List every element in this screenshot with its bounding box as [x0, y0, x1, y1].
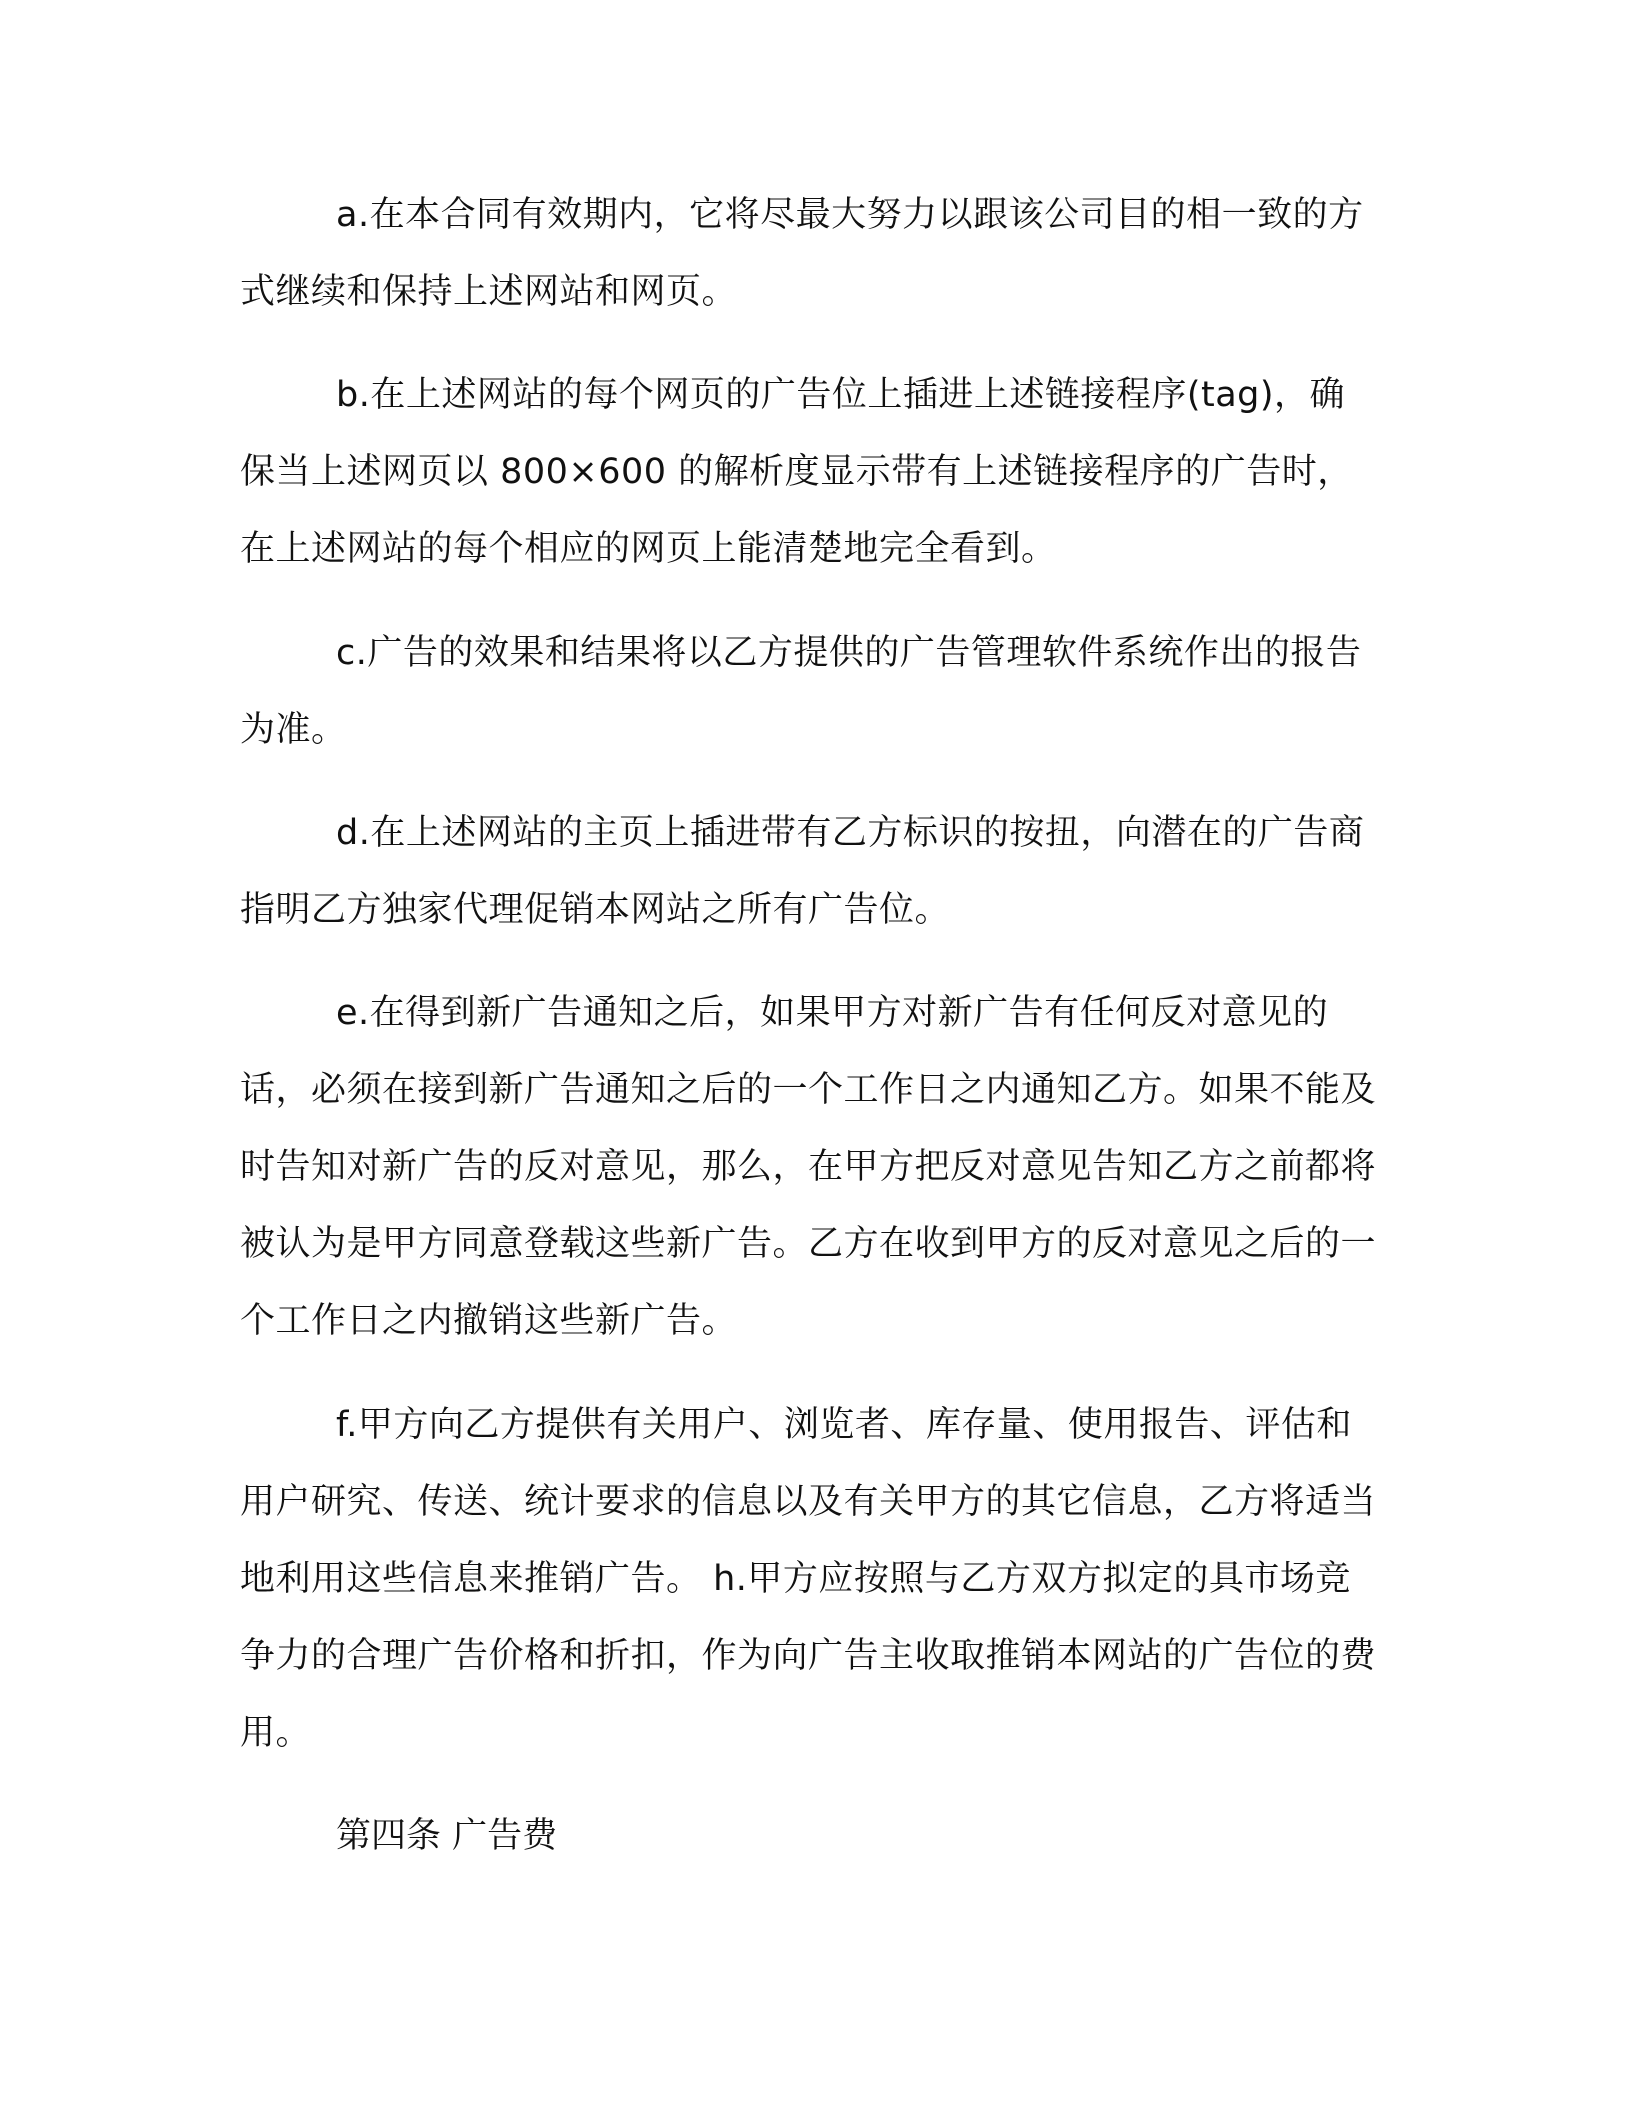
- clause-d-text: d.在上述网站的主页上插进带有乙方标识的按扭，向潜在的广告商指明乙方独家代理促销本网站之所有广告位。: [240, 813, 1365, 930]
- clause-f-h: [240, 1387, 1380, 1772]
- clause-a: [240, 177, 1380, 331]
- clause-f-h-text: f.甲方向乙方提供有关用户、浏览者、库存量、使用报告、评估和用户研究、传送、统计要求的信息以及有关甲方的其它信息，乙方将适当地利用这些信息来推销广告。 h.甲方应按照与乙方双方拟定的具市场竞争力的合理广告价格和折扣，作为向广告主收取推销本网站的广告位的费用。: [240, 1405, 1377, 1753]
- section-four: [240, 1798, 1380, 1875]
- clause-b-text: b.在上述网站的每个网页的广告位上插进上述链接程序(tag)，确保当上述网页以 800×600 的解析度显示带有上述链接程序的广告时，在上述网站的每个相应的网页上能清楚地完全看到。: [240, 375, 1353, 569]
- clause-c-text: c.广告的效果和结果将以乙方提供的广告管理软件系统作出的报告为准。: [240, 633, 1362, 750]
- clause-e: [240, 975, 1380, 1360]
- section-heading: 第四条 广告费: [336, 1816, 558, 1856]
- clause-e-text: e.在得到新广告通知之后，如果甲方对新广告有任何反对意见的话，必须在接到新广告通知之后的一个工作日之内通知乙方。如果不能及时告知对新广告的反对意见，那么，在甲方把反对意见告知乙方之前都将被认为是甲方同意登载这些新广告。乙方在收到甲方的反对意见之后的一个工作日之内撤销这些新广告。: [240, 993, 1377, 1341]
- clause-b: [240, 357, 1380, 588]
- clause-a-text: a.在本合同有效期内，它将尽最大努力以跟该公司目的相一致的方式继续和保持上述网站和网页。: [240, 195, 1364, 312]
- clause-c: [240, 615, 1380, 769]
- clause-d: [240, 795, 1380, 949]
